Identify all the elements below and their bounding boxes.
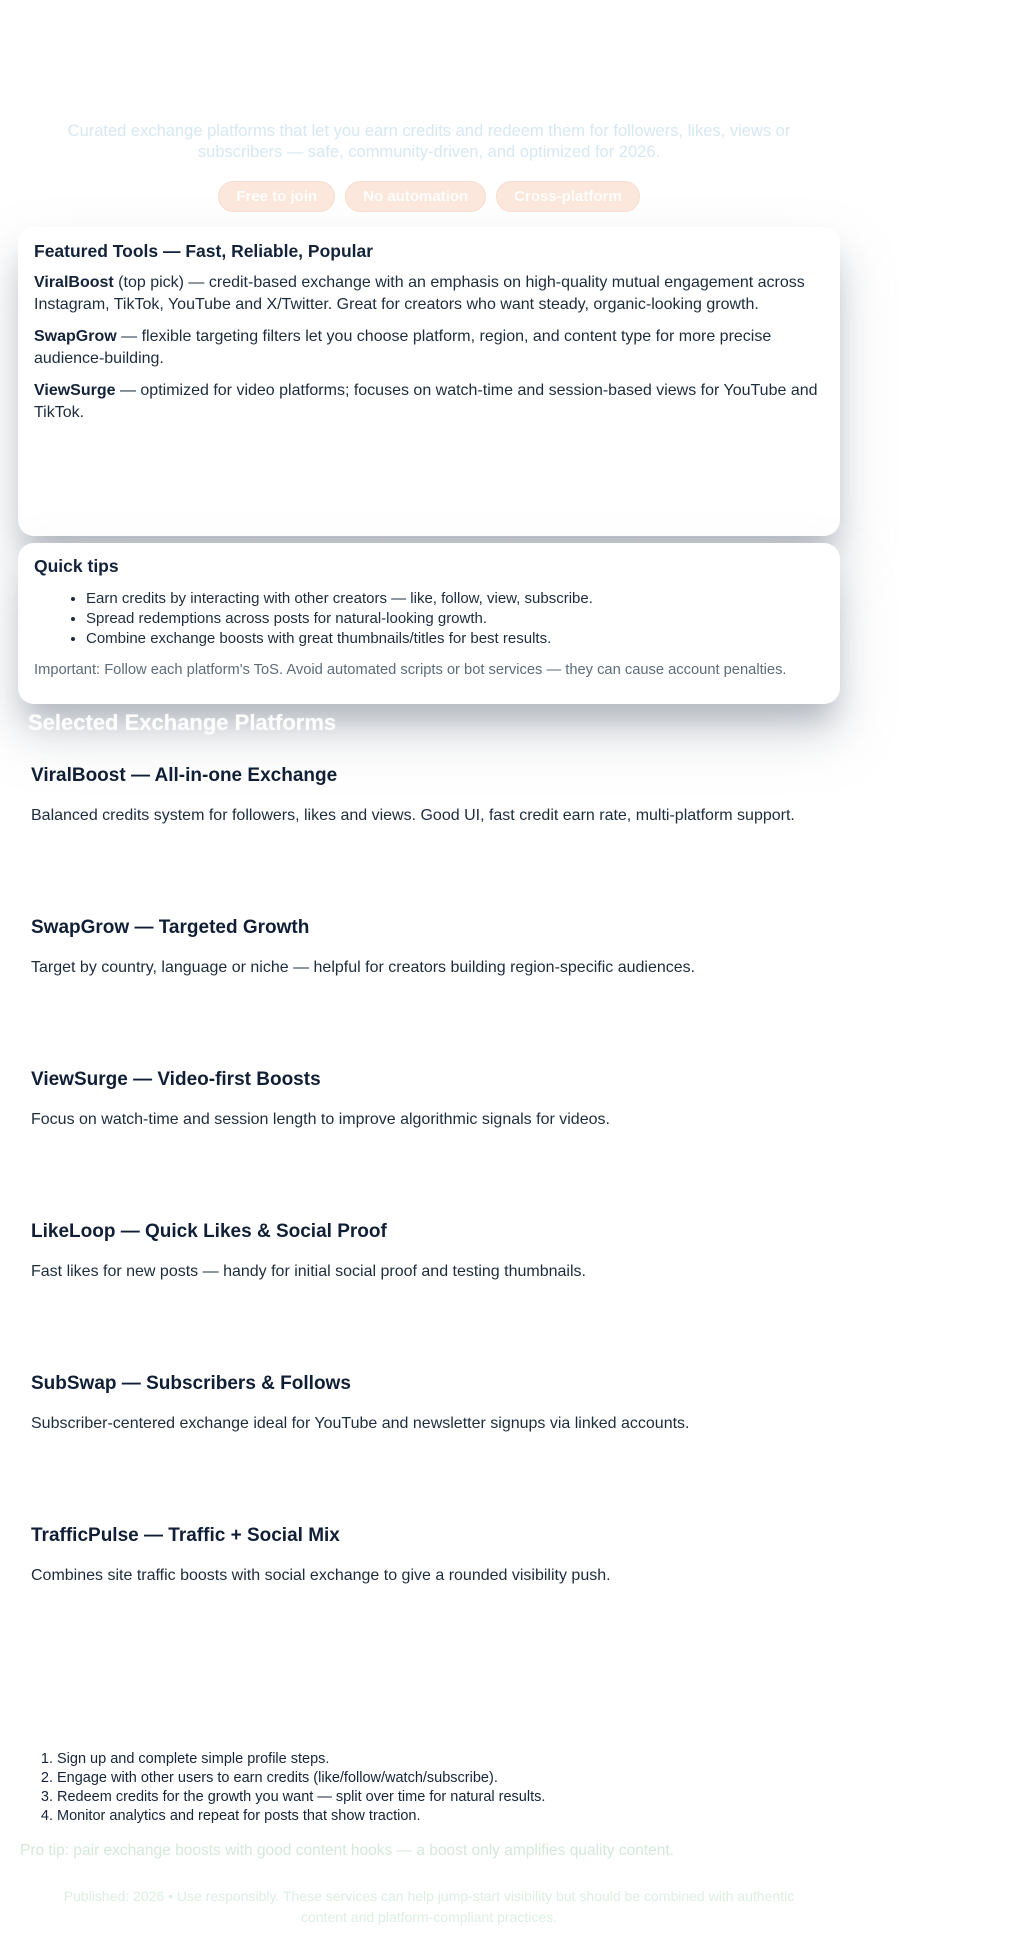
quick-tip-item: • Spread redemptions across posts for natural-looking growth.	[86, 609, 824, 629]
platform-description: Fast likes for new posts — handy for initial social proof and testing thumbnails.	[31, 1263, 586, 1280]
badge-cross-platform: Cross-platform	[496, 181, 640, 212]
footer-note: Published: 2026 • Use responsibly. These services can help jump-start visibility but should be combined with authentic content and platform-compliant practices.	[63, 1888, 795, 1925]
page-subtitle: Curated exchange platforms that let you earn credits and redeem them for followers, likes, views or subscribers — safe, community-driven, and optimized for 2026.	[67, 122, 791, 161]
featured-tool-viewsurge	[34, 380, 824, 424]
platform-section-swapgrow	[31, 916, 840, 978]
platform-description: Balanced credits system for followers, likes and views. Good UI, fast credit earn rate, multi-platform support.	[31, 807, 795, 824]
platform-section-viewsurge	[31, 1068, 840, 1130]
platform-title: SubSwap — Subscribers & Follows	[31, 1373, 351, 1394]
quick-tips-title: Quick tips	[34, 556, 119, 576]
step-item: 1. Sign up and complete simple profile steps.	[57, 1750, 840, 1769]
platform-section-likeloop	[31, 1220, 840, 1282]
quick-tips-list	[34, 589, 824, 649]
quick-tips-card	[18, 543, 840, 704]
page-root	[18, 0, 840, 1958]
featured-tools-title: Featured Tools — Fast, Reliable, Popular	[34, 241, 374, 261]
platforms-section-list	[18, 764, 840, 1586]
platform-title: TrafficPulse — Traffic + Social Mix	[31, 1525, 340, 1546]
featured-tools-card	[18, 227, 840, 536]
platform-description: Subscriber-centered exchange ideal for YouTube and newsletter signups via linked accounts.	[31, 1415, 690, 1432]
featured-tool-viralboost	[34, 272, 824, 316]
pro-tip-text: Pro tip: pair exchange boosts with good content hooks — a boost only amplifies quality content.	[20, 1842, 674, 1859]
quick-tip-item: • Combine exchange boosts with great thumbnails/titles for best results.	[86, 629, 824, 649]
featured-tool-description: — flexible targeting filters let you choose platform, region, and content type for more precise audience-building.	[34, 328, 772, 367]
badge-free-to-join: Free to join	[218, 181, 335, 212]
platform-description: Combines site traffic boosts with social exchange to give a rounded visibility push.	[31, 1567, 611, 1584]
platform-title: SwapGrow — Targeted Growth	[31, 917, 310, 938]
step-item: 4. Monitor analytics and repeat for posts that show traction.	[57, 1807, 840, 1826]
platform-title: ViralBoost — All-in-one Exchange	[31, 765, 338, 786]
platform-title: LikeLoop — Quick Likes & Social Proof	[31, 1221, 387, 1242]
badge-no-automation: No automation	[345, 181, 486, 212]
featured-tool-description: — optimized for video platforms; focuses on watch-time and session-based views for YouTube and TikTok.	[34, 382, 818, 421]
platforms-section-title: Selected Exchange Platforms	[28, 710, 337, 735]
platform-description: Target by country, language or niche — helpful for creators building region-specific audiences.	[31, 959, 696, 976]
how-it-works-steps	[18, 1750, 840, 1826]
featured-tool-swapgrow	[34, 326, 824, 370]
platform-section-viralboost	[31, 764, 840, 826]
platform-section-trafficpulse	[31, 1524, 840, 1586]
featured-tool-name: SwapGrow	[34, 328, 117, 345]
platform-description: Focus on watch-time and session length to improve algorithmic signals for videos.	[31, 1111, 610, 1128]
platform-title: ViewSurge — Video-first Boosts	[31, 1069, 321, 1090]
platform-section-subswap	[31, 1372, 840, 1434]
important-note: Important: Follow each platform's ToS. Avoid automated scripts or bot services — they can cause account penalties.	[34, 662, 787, 678]
featured-tool-name: ViralBoost	[34, 274, 114, 291]
step-item: 3. Redeem credits for the growth you want — split over time for natural results.	[57, 1788, 840, 1807]
quick-tip-item: • Earn credits by interacting with other creators — like, follow, view, subscribe.	[86, 589, 824, 609]
featured-tool-name: ViewSurge	[34, 382, 116, 399]
step-item: 2. Engage with other users to earn credits (like/follow/watch/subscribe).	[57, 1769, 840, 1788]
badge-row	[18, 181, 840, 212]
featured-tool-description: (top pick) — credit-based exchange with an emphasis on high-quality mutual engagement across Instagram, TikTok, YouTube and X/Twitter. Great for creators who want steady, organic-looking growth.	[34, 274, 805, 313]
